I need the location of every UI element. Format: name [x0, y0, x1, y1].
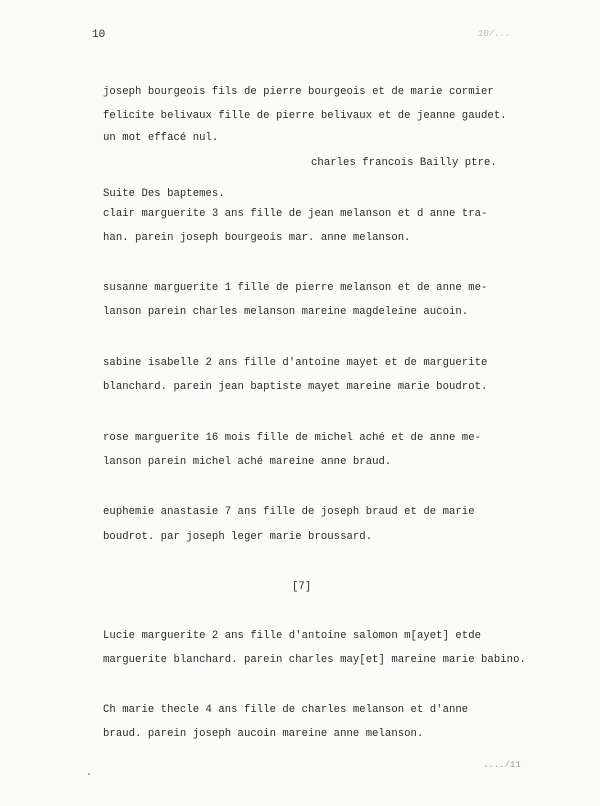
text-line: joseph bourgeois fils de pierre bourgeois et de marie cormier — [103, 86, 494, 98]
text-line: susanne marguerite 1 fille de pierre melanson et de anne me- — [103, 282, 488, 294]
text-line: Lucie marguerite 2 ans fille d'antoine salomon m[ayet] etde — [103, 630, 482, 642]
text-line: han. parein joseph bourgeois mar. anne melanson. — [103, 232, 411, 244]
text-line: lanson parein michel aché mareine anne braud. — [103, 456, 392, 468]
text-line: sabine isabelle 2 ans fille d'antoine mayet et de marguerite — [103, 357, 488, 369]
text-line: blanchard. parein jean baptiste mayet mareine marie boudrot. — [103, 381, 488, 393]
text-line: boudrot. par joseph leger marie broussard. — [103, 531, 373, 543]
text-line: rose marguerite 16 mois fille de michel aché et de anne me- — [103, 432, 482, 444]
text-line: euphemie anastasie 7 ans fille de joseph braud et de marie — [103, 506, 475, 518]
text-line: Ch marie thecle 4 ans fille de charles melanson et d'anne — [103, 704, 469, 716]
text-line: marguerite blanchard. parein charles may[et] mareine marie babino. — [103, 654, 526, 666]
archive-stamp: 10/... — [478, 29, 511, 39]
text-line: lanson parein charles melanson mareine magdeleine aucoin. — [103, 306, 469, 318]
page-marker: [7] — [292, 581, 312, 593]
page-number: 10 — [92, 29, 106, 41]
text-line: un mot effacé nul. — [103, 132, 219, 144]
signature-line: charles francois Bailly ptre. — [311, 157, 497, 169]
text-line: felicite belivaux fille de pierre belivaux et de jeanne gaudet. — [103, 110, 507, 122]
continuation-marker: ..../11 — [483, 760, 521, 770]
text-line: clair marguerite 3 ans fille de jean melanson et d anne tra- — [103, 208, 488, 220]
section-heading: Suite Des baptemes. — [103, 188, 225, 200]
paper-speck — [88, 773, 90, 775]
text-line: braud. parein joseph aucoin mareine anne melanson. — [103, 728, 424, 740]
